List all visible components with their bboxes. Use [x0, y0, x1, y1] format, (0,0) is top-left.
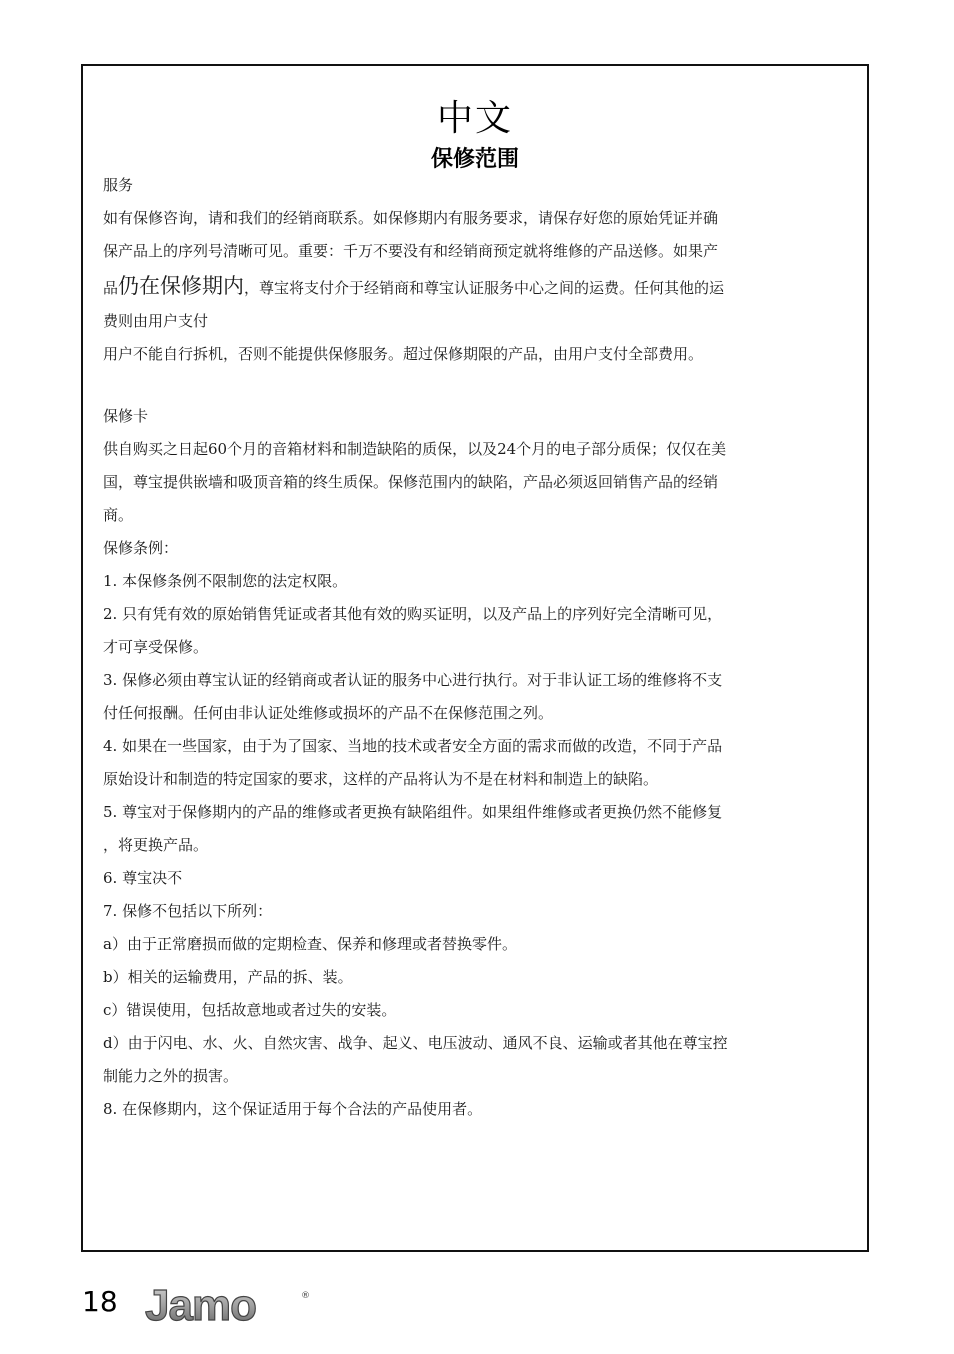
term-item: 1. 本保修条例不限制您的法定权限。 [103, 572, 348, 590]
warranty-text [103, 169, 813, 1126]
term-item: 4. 如果在一些国家，由于为了国家、当地的技术或者安全方面的需求而做的改造，不同于产品 [103, 737, 723, 755]
term-item: 2. 只有凭有效的原始销售凭证或者其他有效的购买证明，以及产品上的序列好完全清晰可见， [103, 605, 723, 623]
text-line-emphasis [103, 268, 813, 305]
warranty-period-emphasis: 仍在保修期内 [118, 274, 245, 298]
page-number: 18 [82, 1285, 118, 1318]
page-title: 中文 [436, 98, 513, 139]
logo-wordmark: Jamo [145, 1284, 256, 1330]
service-heading: 服务 [103, 176, 134, 194]
text-line: 如有保修咨询，请和我们的经销商联系。如保修期内有服务要求，请保存好您的原始凭证并确 [103, 209, 719, 227]
term-item: 3. 保修必须由尊宝认证的经销商或者认证的服务中心进行执行。对于非认证工场的维修将不支 [103, 671, 723, 689]
line-prefix: 品 [103, 279, 119, 297]
line-suffix: ，尊宝将支付介于经销商和尊宝认证服务中心之间的运费。任何其他的运 [244, 279, 725, 297]
term-item: 付任何报酬。任何由非认证处维修或损坏的产品不在保修范围之列。 [103, 704, 554, 722]
term-item: 原始设计和制造的特定国家的要求，这样的产品将认为不是在材料和制造上的缺陷。 [103, 770, 659, 788]
term-subitem: a）由于正常磨损而做的定期检查、保养和修理或者替换零件。 [103, 935, 517, 953]
text-line: 用户不能自行拆机，否则不能提供保修服务。超过保修期限的产品，由用户支付全部费用。 [103, 345, 704, 363]
term-subitem: d）由于闪电、水、火、自然灾害、战争、起义、电压波动、通风不良、运输或者其他在尊宝控 [103, 1034, 728, 1052]
paragraph-gap [103, 371, 813, 400]
text-line: 供自购买之日起60个月的音箱材料和制造缺陷的质保，以及24个月的电子部分质保；仅仅在美 [103, 440, 727, 458]
warranty-heading: 保修卡 [103, 407, 149, 425]
term-item: 8. 在保修期内，这个保证适用于每个合法的产品使用者。 [103, 1100, 483, 1118]
terms-heading: 保修条例： [103, 539, 179, 557]
text-line: 保产品上的序列号清晰可见。重要：千万不要没有和经销商预定就将维修的产品送修。如果产 [103, 242, 719, 260]
text-line: 商。 [103, 506, 134, 524]
jamo-logo [143, 1284, 313, 1330]
text-line: 国，尊宝提供嵌墙和吸顶音箱的终生质保。保修范围内的缺陷，产品必须返回销售产品的经销 [103, 473, 719, 491]
registered-mark: ® [301, 1291, 310, 1301]
page-subtitle: 保修范围 [430, 147, 519, 172]
term-item: 7. 保修不包括以下所列： [103, 902, 273, 920]
term-item: 5. 尊宝对于保修期内的产品的维修或者更换有缺陷组件。如果组件维修或者更换仍然不能修复 [103, 803, 723, 821]
term-item: 6. 尊宝决不 [103, 869, 183, 887]
text-line: 费则由用户支付 [103, 312, 209, 330]
term-subitem: b）相关的运输费用，产品的拆、装。 [103, 968, 353, 986]
page-frame [81, 64, 869, 1252]
term-subitem: 制能力之外的损害。 [103, 1067, 239, 1085]
term-subitem: c）错误使用，包括故意地或者过失的安装。 [103, 1001, 397, 1019]
term-item: ，将更换产品。 [103, 836, 209, 854]
term-item: 才可享受保修。 [103, 638, 209, 656]
